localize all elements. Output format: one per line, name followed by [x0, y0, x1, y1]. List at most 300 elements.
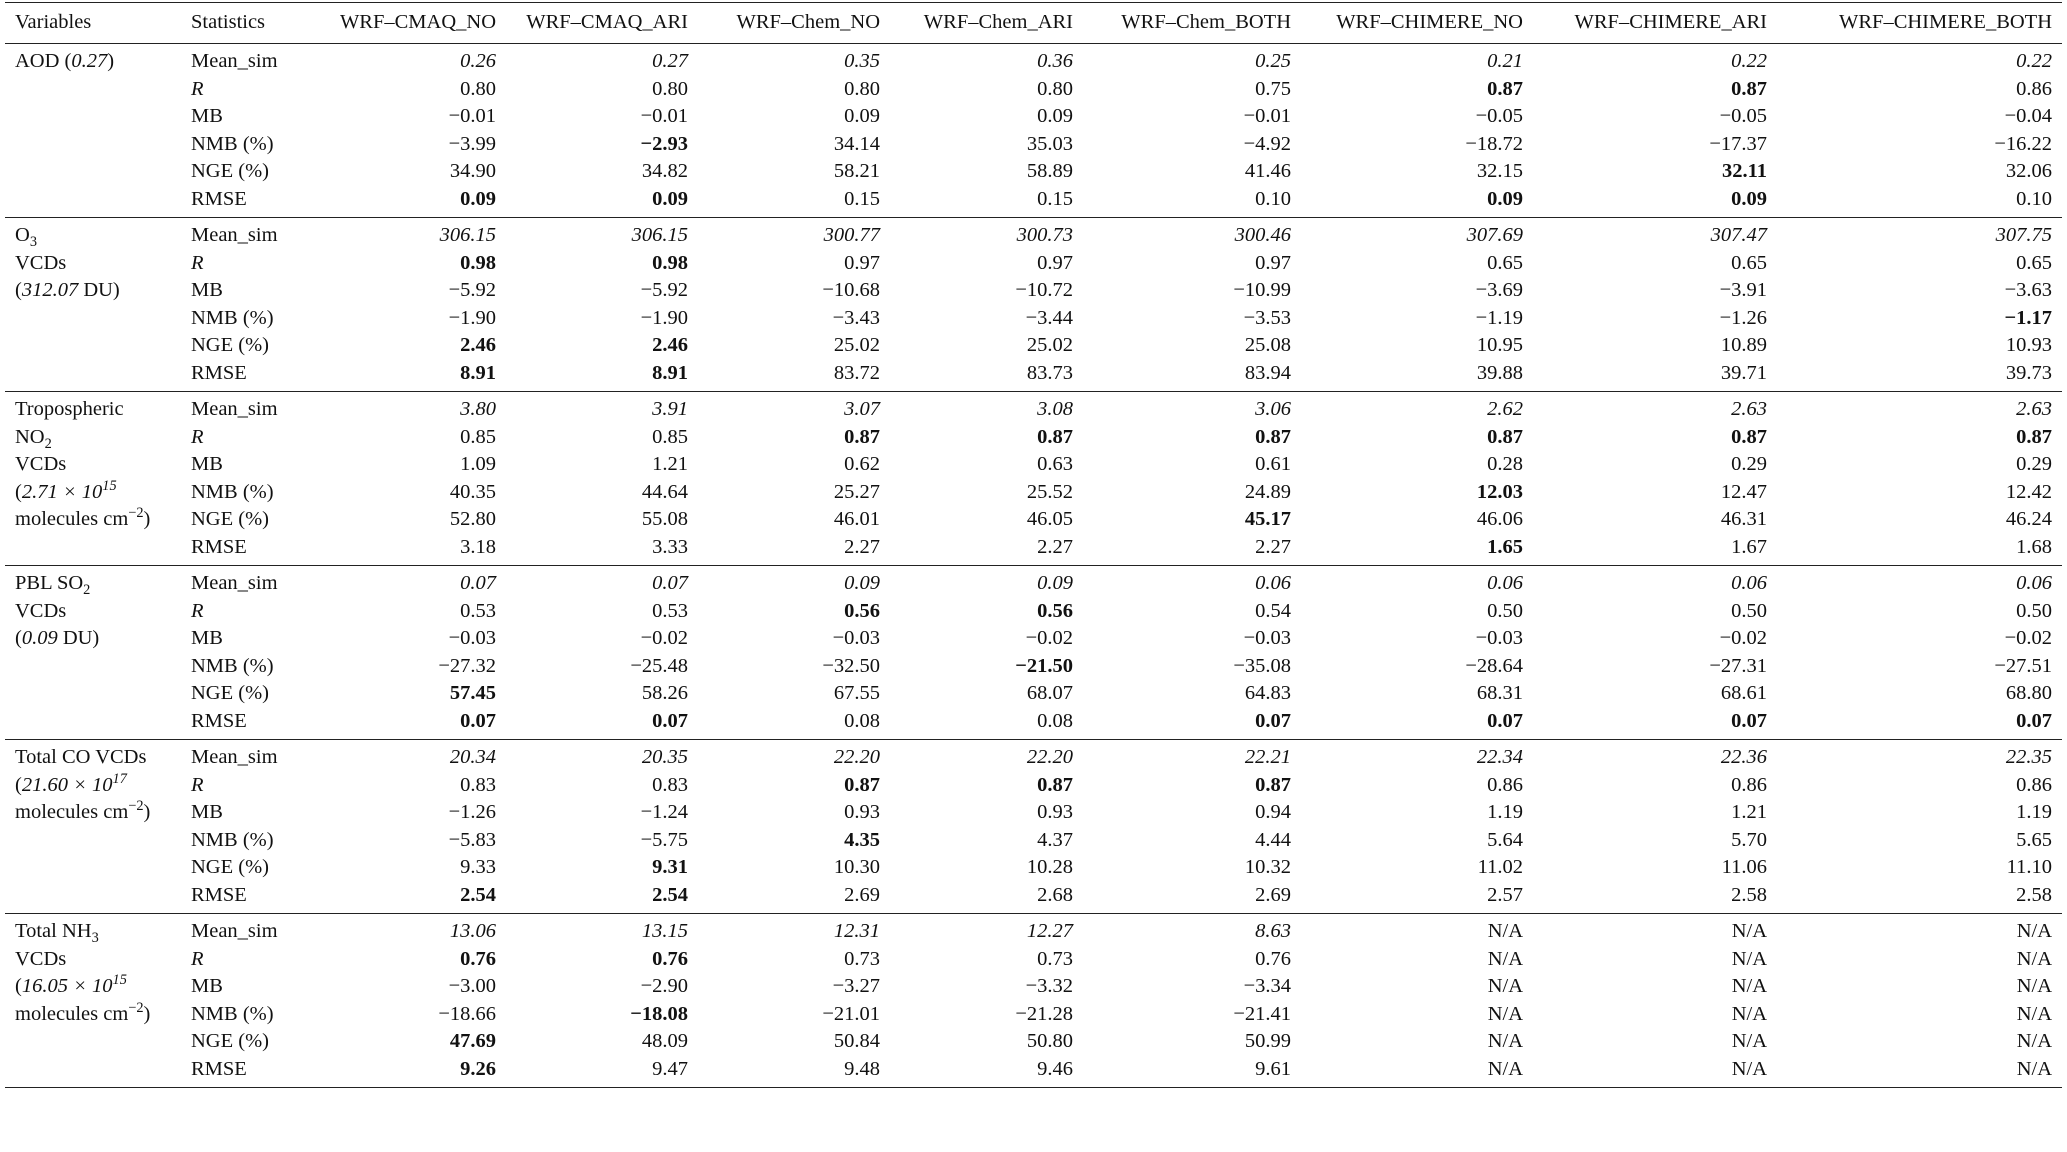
value-cell: 0.76	[460, 947, 496, 970]
value-cell: −1.19	[1475, 306, 1523, 329]
table-row	[5, 305, 2062, 333]
value-cell: N/A	[1487, 1057, 1523, 1080]
value-cell: 4.44	[1255, 828, 1291, 851]
value-cell: 10.32	[1244, 856, 1291, 878]
variable-label-line	[15, 744, 171, 772]
value-cell: 3.80	[460, 398, 496, 420]
value-cell: 68.80	[2005, 682, 2052, 704]
value-cell: 0.08	[844, 709, 880, 732]
value-cell: 4.37	[1037, 828, 1073, 851]
value-cell: 5.64	[1487, 828, 1523, 851]
value-cell: N/A	[1487, 975, 1523, 997]
variable-label-part: 15	[102, 477, 117, 494]
variable-label-part: 15	[112, 972, 127, 989]
value-cell: 2.58	[1731, 883, 1767, 906]
value-cell: 0.07	[2016, 709, 2052, 732]
value-cell: 0.93	[1037, 801, 1073, 823]
value-cell: −3.63	[2004, 279, 2052, 301]
value-cell: N/A	[2016, 947, 2052, 970]
value-cell: 9.33	[460, 856, 496, 878]
value-cell: 0.09	[460, 187, 496, 210]
statistic-label: NMB (%)	[191, 132, 274, 155]
statistic-label: MB	[191, 627, 223, 649]
value-cell: −3.44	[1025, 306, 1073, 329]
variable-label	[5, 218, 181, 392]
value-cell: 0.87	[1255, 773, 1291, 796]
variable-label-line	[15, 1001, 171, 1029]
variable-label-line	[15, 222, 171, 250]
value-cell: 0.93	[844, 801, 880, 823]
table-row	[5, 479, 2062, 507]
value-cell: 306.15	[439, 224, 496, 246]
value-cell: 25.02	[833, 334, 880, 356]
value-cell: 64.83	[1244, 682, 1291, 704]
value-cell: 46.06	[1476, 508, 1523, 530]
statistic-label: Mean_sim	[191, 398, 278, 420]
variable-group-o3	[5, 218, 2062, 392]
variable-label-line	[15, 250, 171, 278]
value-cell: −3.53	[1243, 306, 1291, 329]
value-cell: 0.54	[1255, 599, 1291, 622]
header-model: WRF–CHIMERE_ARI	[1533, 3, 1777, 44]
variable-label-part: NO	[15, 425, 45, 448]
value-cell: 1.67	[1731, 535, 1767, 558]
value-cell: 0.09	[844, 105, 880, 127]
value-cell: 13.06	[449, 920, 496, 942]
value-cell: 0.65	[2016, 251, 2052, 274]
table-row	[5, 360, 2062, 392]
value-cell: −5.83	[448, 828, 496, 851]
value-cell: 50.99	[1244, 1030, 1291, 1052]
statistic-label: RMSE	[191, 1057, 247, 1080]
value-cell: 307.69	[1466, 224, 1523, 246]
value-cell: 0.10	[2016, 187, 2052, 210]
value-cell: 0.29	[1731, 453, 1767, 475]
statistic-label: MB	[191, 279, 223, 301]
value-cell: 0.76	[1255, 947, 1291, 970]
value-cell: −3.27	[832, 975, 880, 997]
value-cell: 0.06	[1731, 572, 1767, 594]
value-cell: 2.58	[2016, 883, 2052, 906]
variable-label-part: (	[15, 975, 22, 997]
statistic-label: NMB (%)	[191, 306, 274, 329]
value-cell: 1.65	[1487, 535, 1523, 558]
value-cell: 83.73	[1026, 361, 1073, 384]
value-cell: 0.08	[1037, 709, 1073, 732]
value-cell: 48.09	[641, 1030, 688, 1052]
variable-label-part: molecules cm	[15, 508, 129, 530]
value-cell: 55.08	[641, 508, 688, 530]
statistic-label: NMB (%)	[191, 828, 274, 851]
value-cell: 0.06	[1487, 572, 1523, 594]
variable-group-no2	[5, 392, 2062, 566]
value-cell: 306.15	[631, 224, 688, 246]
value-cell: 2.27	[1255, 535, 1291, 558]
table-row	[5, 625, 2062, 653]
value-cell: 2.63	[1731, 398, 1767, 420]
value-cell: 45.17	[1244, 508, 1291, 530]
value-cell: 0.86	[1487, 773, 1523, 796]
variable-group-nh3	[5, 914, 2062, 1088]
value-cell: 9.61	[1255, 1057, 1291, 1080]
table-row	[5, 827, 2062, 855]
value-cell: 22.34	[1476, 746, 1523, 768]
value-cell: −32.50	[822, 654, 880, 677]
value-cell: 11.10	[2006, 856, 2052, 878]
value-cell: N/A	[2016, 920, 2052, 942]
value-cell: 0.87	[844, 425, 880, 448]
value-cell: 0.87	[1487, 425, 1523, 448]
variable-label-part: −2	[128, 999, 144, 1016]
value-cell: 0.28	[1487, 453, 1523, 475]
value-cell: 24.89	[1244, 480, 1291, 503]
value-cell: N/A	[1731, 920, 1767, 942]
statistic-label: NGE (%)	[191, 508, 269, 530]
value-cell: N/A	[1731, 1002, 1767, 1025]
value-cell: 0.09	[1037, 572, 1073, 594]
value-cell: 0.73	[844, 947, 880, 970]
header-variables: Variables	[5, 3, 181, 44]
value-cell: 8.91	[652, 361, 688, 384]
value-cell: 3.07	[844, 398, 880, 420]
value-cell: −3.00	[448, 975, 496, 997]
value-cell: 0.98	[460, 251, 496, 274]
variable-label-part: (	[15, 627, 22, 649]
statistic-label: NGE (%)	[191, 1030, 269, 1052]
value-cell: 9.48	[844, 1057, 880, 1080]
value-cell: −0.01	[448, 105, 496, 127]
value-cell: 0.83	[652, 773, 688, 796]
variable-label-part: 3	[29, 234, 37, 251]
table-row	[5, 1028, 2062, 1056]
value-cell: 11.02	[1477, 856, 1523, 878]
table-row	[5, 854, 2062, 882]
value-cell: 46.05	[1026, 508, 1073, 530]
value-cell: 35.03	[1026, 132, 1073, 155]
variable-label-line	[15, 48, 171, 76]
statistic-label: Mean_sim	[191, 920, 278, 942]
value-cell: 1.19	[2016, 801, 2052, 823]
value-cell: 25.02	[1026, 334, 1073, 356]
header-model: WRF–Chem_BOTH	[1083, 3, 1301, 44]
value-cell: 10.95	[1476, 334, 1523, 356]
value-cell: 22.21	[1244, 746, 1291, 768]
value-cell: 0.50	[1487, 599, 1523, 622]
value-cell: −10.99	[1233, 279, 1291, 301]
value-cell: −16.22	[1994, 132, 2052, 155]
value-cell: N/A	[1487, 920, 1523, 942]
value-cell: −28.64	[1465, 654, 1523, 677]
value-cell: 1.68	[2016, 535, 2052, 558]
value-cell: −3.91	[1719, 279, 1767, 301]
value-cell: −0.02	[2004, 627, 2052, 649]
value-cell: −21.01	[822, 1002, 880, 1025]
value-cell: −5.92	[448, 279, 496, 301]
variable-label-line	[15, 424, 171, 452]
variable-label-line	[15, 396, 171, 424]
value-cell: 8.91	[460, 361, 496, 384]
value-cell: 0.87	[1255, 425, 1291, 448]
value-cell: −1.26	[1719, 306, 1767, 329]
value-cell: −5.92	[640, 279, 688, 301]
value-cell: 34.90	[449, 160, 496, 182]
value-cell: 4.35	[844, 828, 880, 851]
variable-label	[5, 392, 181, 566]
value-cell: 50.80	[1026, 1030, 1073, 1052]
value-cell: 0.15	[844, 187, 880, 210]
value-cell: N/A	[1487, 947, 1523, 970]
variable-label-line	[15, 451, 171, 479]
value-cell: 22.36	[1720, 746, 1767, 768]
value-cell: −3.34	[1243, 975, 1291, 997]
value-cell: 44.64	[641, 480, 688, 503]
variable-label	[5, 914, 181, 1088]
value-cell: 58.26	[641, 682, 688, 704]
value-cell: −0.05	[1475, 105, 1523, 127]
value-cell: 0.98	[652, 251, 688, 274]
value-cell: 39.71	[1720, 361, 1767, 384]
variable-label-part: AOD (	[15, 50, 72, 72]
table-row	[5, 277, 2062, 305]
value-cell: 0.61	[1255, 453, 1291, 475]
statistic-label: MB	[191, 453, 223, 475]
variable-label-part: )	[143, 801, 151, 823]
value-cell: −27.31	[1709, 654, 1767, 677]
value-cell: −0.02	[640, 627, 688, 649]
value-cell: 0.50	[1731, 599, 1767, 622]
value-cell: 307.47	[1710, 224, 1767, 246]
variable-label-part: molecules cm	[15, 801, 129, 823]
value-cell: −10.68	[822, 279, 880, 301]
variable-label-line	[15, 946, 171, 974]
value-cell: 0.06	[2016, 572, 2052, 594]
value-cell: 0.07	[1487, 709, 1523, 732]
value-cell: −18.08	[630, 1002, 688, 1025]
value-cell: 0.86	[2016, 773, 2052, 796]
value-cell: 12.03	[1476, 480, 1523, 503]
value-cell: N/A	[1487, 1030, 1523, 1052]
value-cell: 52.80	[449, 508, 496, 530]
value-cell: −0.03	[832, 627, 880, 649]
table-row	[5, 653, 2062, 681]
value-cell: 0.35	[844, 50, 880, 72]
value-cell: −21.28	[1015, 1002, 1073, 1025]
value-cell: 2.68	[1037, 883, 1073, 906]
table-row	[5, 392, 2062, 424]
table-row	[5, 186, 2062, 218]
value-cell: 1.19	[1487, 801, 1523, 823]
value-cell: 50.84	[833, 1030, 880, 1052]
variable-label-line	[15, 506, 171, 534]
value-cell: 0.97	[844, 251, 880, 274]
value-cell: 0.86	[1731, 773, 1767, 796]
value-cell: 0.87	[1037, 773, 1073, 796]
value-cell: −0.03	[1475, 627, 1523, 649]
table-row	[5, 131, 2062, 159]
table-header	[5, 3, 2062, 44]
value-cell: 9.47	[652, 1057, 688, 1080]
value-cell: −1.24	[640, 801, 688, 823]
value-cell: 3.06	[1255, 398, 1291, 420]
value-cell: 32.06	[2005, 160, 2052, 182]
value-cell: −3.99	[448, 132, 496, 155]
value-cell: −1.26	[448, 801, 496, 823]
table-row	[5, 44, 2062, 76]
value-cell: −35.08	[1233, 654, 1291, 677]
value-cell: −21.41	[1233, 1002, 1291, 1025]
value-cell: 0.87	[1487, 77, 1523, 100]
table-row	[5, 158, 2062, 186]
value-cell: N/A	[2016, 975, 2052, 997]
value-cell: 0.07	[1731, 709, 1767, 732]
table-row	[5, 772, 2062, 800]
statistic-label: MB	[191, 105, 223, 127]
variable-label-line	[15, 799, 171, 827]
variable-label-part: 2.71 × 10	[21, 480, 103, 503]
variable-label-part: )	[143, 1002, 151, 1025]
value-cell: −27.51	[1994, 654, 2052, 677]
variable-label-part: Total CO VCDs	[15, 746, 147, 768]
value-cell: 0.09	[1731, 187, 1767, 210]
value-cell: −27.32	[438, 654, 496, 677]
value-cell: 2.57	[1487, 883, 1523, 906]
variable-label-part: Total NH	[15, 920, 92, 942]
table-row	[5, 566, 2062, 598]
variable-label-line	[15, 479, 171, 507]
statistics-table-container	[5, 2, 2062, 1088]
value-cell: 12.27	[1026, 920, 1073, 942]
statistic-label: RMSE	[191, 187, 247, 210]
value-cell: −0.01	[640, 105, 688, 127]
value-cell: 0.97	[1037, 251, 1073, 274]
statistic-label: Mean_sim	[191, 746, 278, 768]
value-cell: −3.32	[1025, 975, 1073, 997]
variable-label-part: Tropospheric	[15, 398, 124, 420]
value-cell: 0.97	[1255, 251, 1291, 274]
statistic-label: NGE (%)	[191, 856, 269, 878]
value-cell: 0.36	[1037, 50, 1073, 72]
value-cell: 47.69	[449, 1030, 496, 1052]
value-cell: N/A	[2016, 1030, 2052, 1052]
table-row	[5, 76, 2062, 104]
value-cell: 34.82	[641, 160, 688, 182]
table-row	[5, 973, 2062, 1001]
value-cell: 3.18	[460, 535, 496, 558]
table-row	[5, 799, 2062, 827]
value-cell: 58.89	[1026, 160, 1073, 182]
value-cell: 0.87	[844, 773, 880, 796]
statistic-label: RMSE	[191, 709, 247, 732]
value-cell: 0.09	[1487, 187, 1523, 210]
table-row	[5, 740, 2062, 772]
variable-label-part: 3	[91, 930, 99, 947]
value-cell: 0.76	[652, 947, 688, 970]
value-cell: 0.80	[652, 77, 688, 100]
statistic-label: Mean_sim	[191, 224, 278, 246]
value-cell: 0.09	[652, 187, 688, 210]
value-cell: 0.65	[1731, 251, 1767, 274]
table-row	[5, 218, 2062, 250]
value-cell: 0.09	[1037, 105, 1073, 127]
statistic-label: RMSE	[191, 535, 247, 558]
value-cell: 2.69	[1255, 883, 1291, 906]
value-cell: 39.88	[1476, 361, 1523, 384]
statistic-label: R	[191, 773, 204, 796]
value-cell: −3.69	[1475, 279, 1523, 301]
value-cell: 0.85	[460, 425, 496, 448]
value-cell: 0.09	[844, 572, 880, 594]
value-cell: 67.55	[833, 682, 880, 704]
variable-label-part: DU)	[57, 627, 100, 649]
value-cell: 13.15	[641, 920, 688, 942]
value-cell: −4.92	[1243, 132, 1291, 155]
value-cell: 0.87	[2016, 425, 2052, 448]
variable-label-part: (	[15, 773, 22, 796]
value-cell: 0.10	[1255, 187, 1291, 210]
variable-label-part: )	[143, 508, 151, 530]
variable-label-part: 2	[44, 435, 52, 452]
value-cell: 20.34	[449, 746, 496, 768]
variable-label-part: −2	[128, 505, 144, 522]
value-cell: 0.22	[2016, 50, 2052, 72]
value-cell: −2.90	[640, 975, 688, 997]
value-cell: 0.26	[460, 50, 496, 72]
table-row	[5, 506, 2062, 534]
value-cell: −1.90	[448, 306, 496, 329]
value-cell: −1.17	[2004, 306, 2052, 329]
value-cell: 0.75	[1255, 77, 1291, 100]
table-row	[5, 250, 2062, 278]
statistic-label: R	[191, 599, 204, 622]
value-cell: 2.54	[460, 883, 496, 906]
variable-group-so2	[5, 566, 2062, 740]
value-cell: 46.31	[1720, 508, 1767, 530]
value-cell: 41.46	[1244, 160, 1291, 182]
value-cell: 0.07	[652, 709, 688, 732]
value-cell: 57.45	[449, 682, 496, 704]
statistic-label: NGE (%)	[191, 334, 269, 356]
statistic-label: NGE (%)	[191, 160, 269, 182]
value-cell: 0.07	[652, 572, 688, 594]
value-cell: 58.21	[833, 160, 880, 182]
variable-label-part: 312.07	[21, 279, 79, 301]
value-cell: N/A	[2016, 1057, 2052, 1080]
value-cell: 0.21	[1487, 50, 1523, 72]
value-cell: 0.27	[652, 50, 688, 72]
value-cell: 68.07	[1026, 682, 1073, 704]
value-cell: 1.09	[460, 453, 496, 475]
statistic-label: RMSE	[191, 361, 247, 384]
table-row	[5, 451, 2062, 479]
value-cell: 0.07	[460, 709, 496, 732]
value-cell: 12.47	[1720, 480, 1767, 503]
value-cell: 0.15	[1037, 187, 1073, 210]
variable-label-part: VCDs	[15, 599, 67, 622]
variable-group-aod	[5, 44, 2062, 218]
value-cell: 22.35	[2005, 746, 2052, 768]
variable-label-part: 0.27	[71, 50, 108, 72]
table-row	[5, 882, 2062, 914]
value-cell: N/A	[1731, 947, 1767, 970]
header-model: WRF–CMAQ_ARI	[506, 3, 698, 44]
value-cell: 0.25	[1255, 50, 1291, 72]
value-cell: 0.22	[1731, 50, 1767, 72]
value-cell: −0.01	[1243, 105, 1291, 127]
header-model: WRF–CHIMERE_NO	[1301, 3, 1533, 44]
value-cell: 3.08	[1037, 398, 1073, 420]
table-row	[5, 946, 2062, 974]
value-cell: 3.33	[652, 535, 688, 558]
